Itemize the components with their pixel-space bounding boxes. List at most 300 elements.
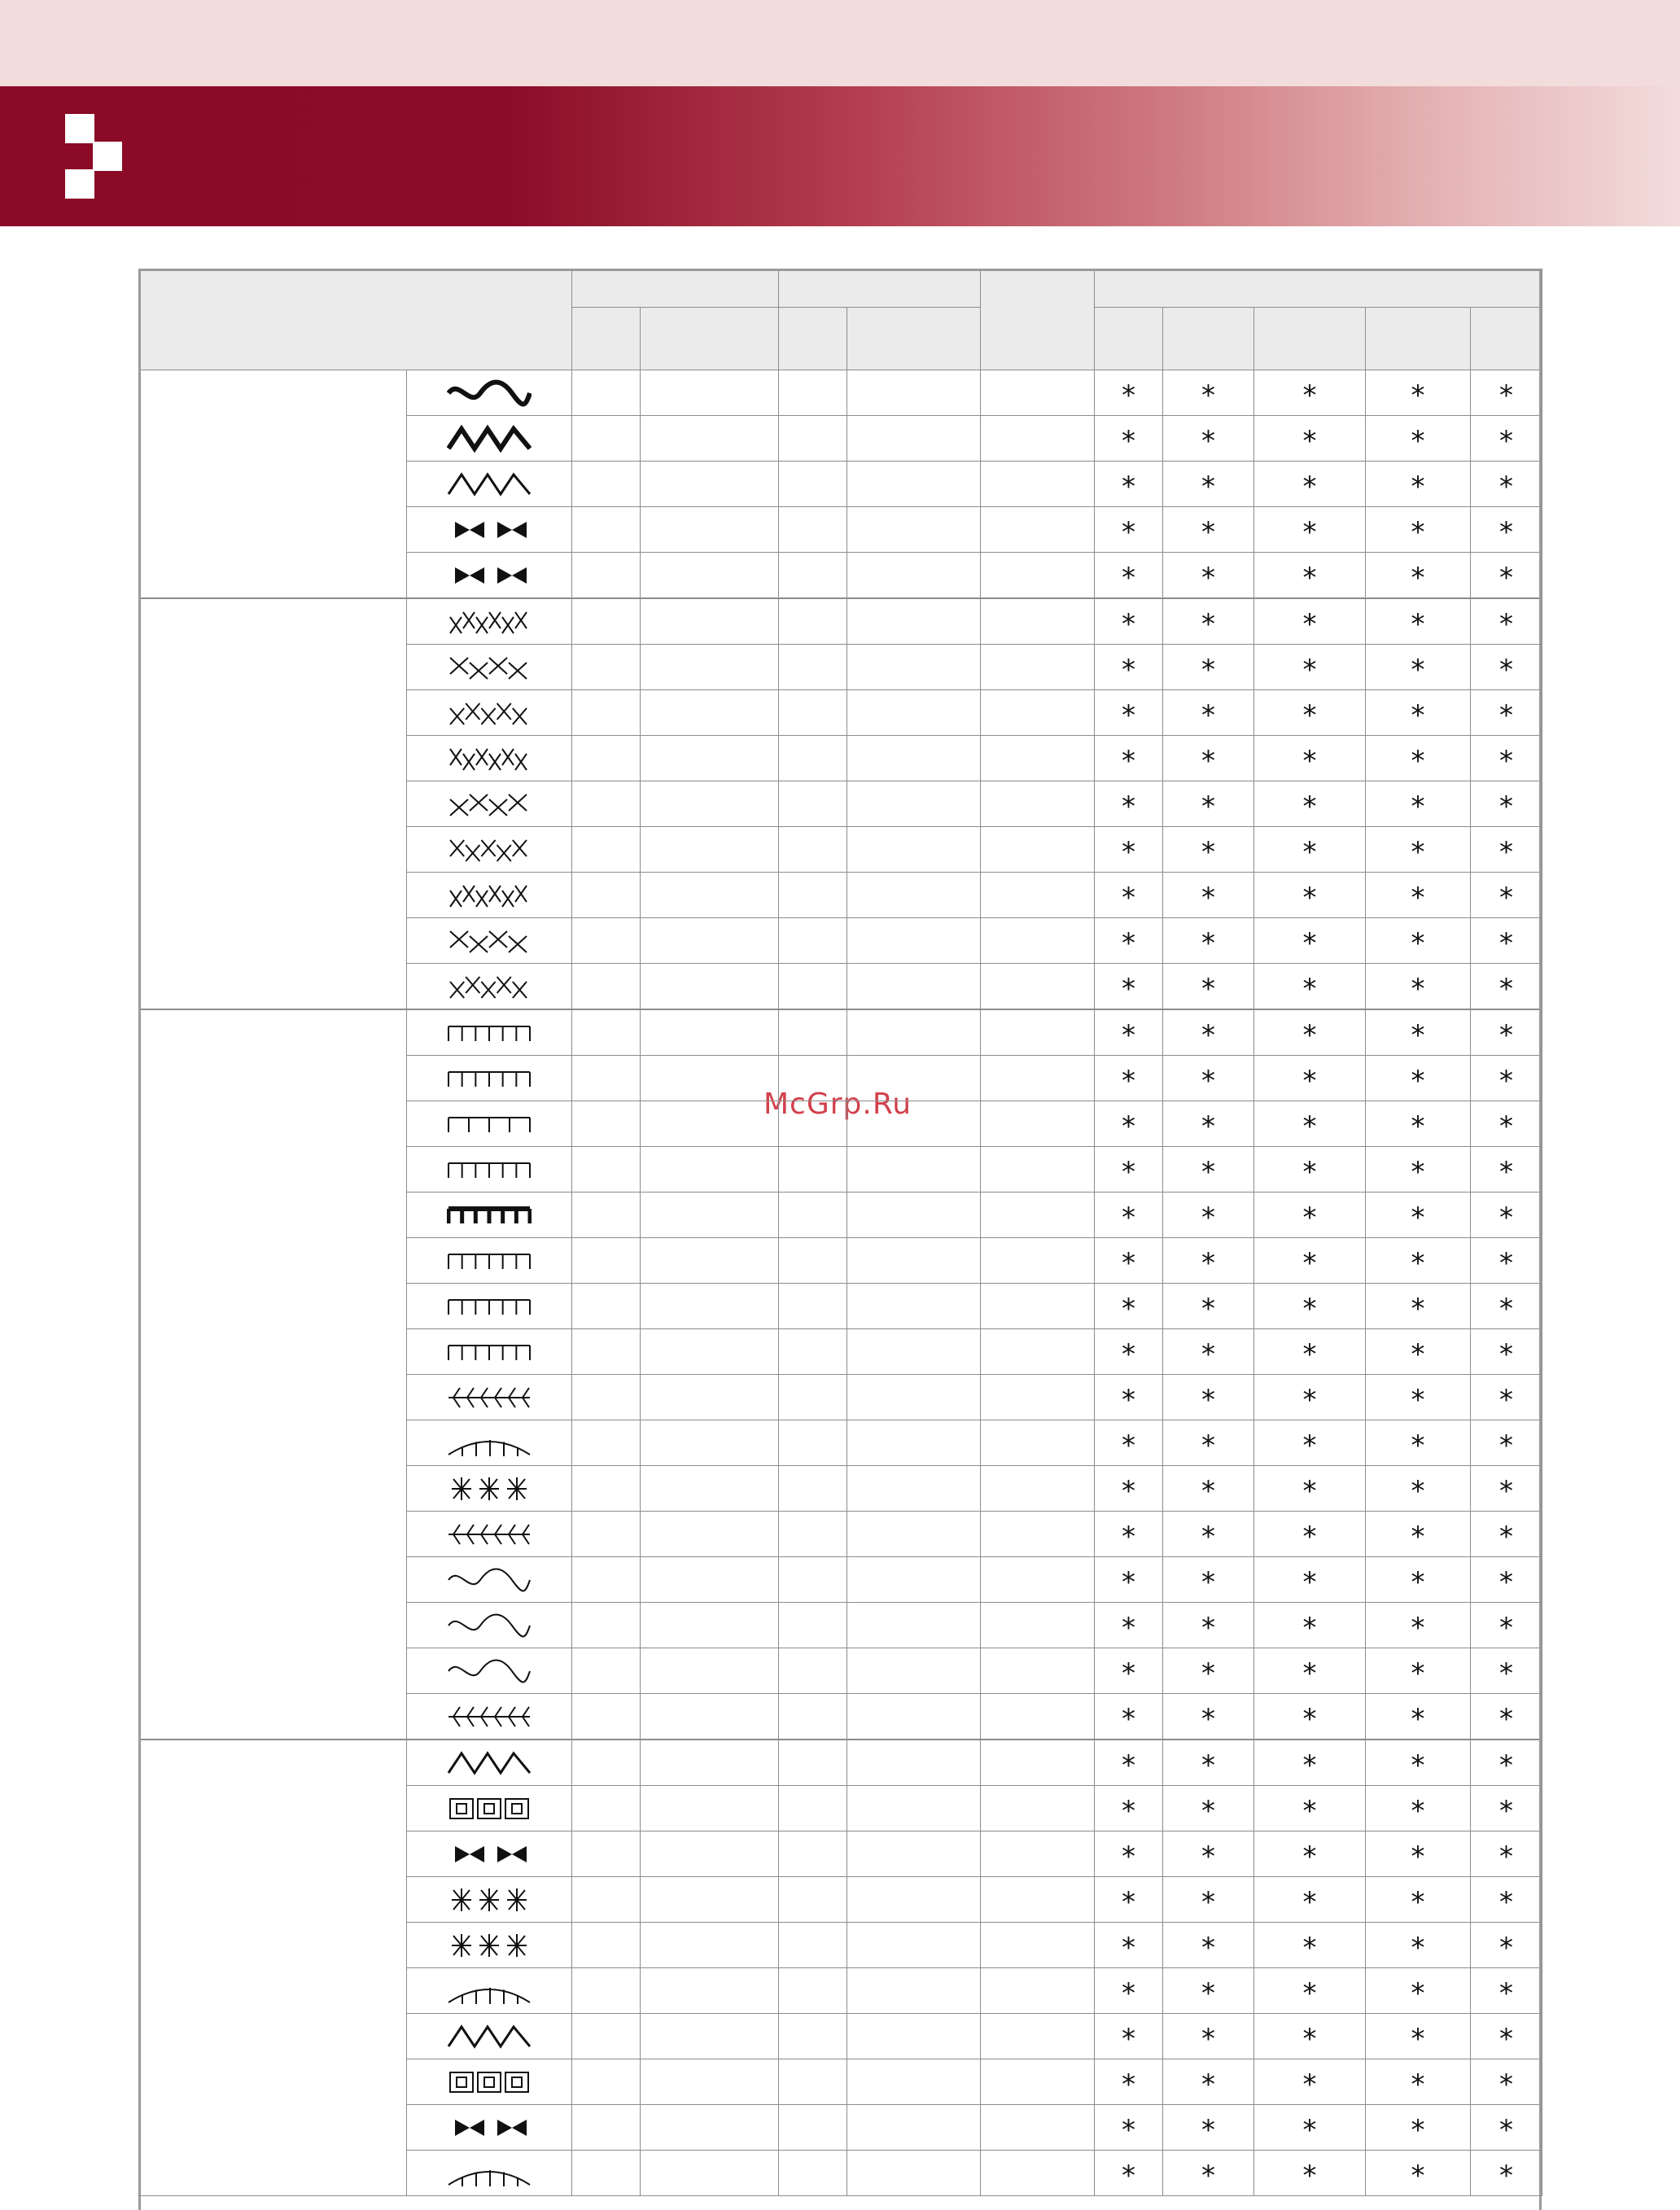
availability-mark bbox=[1095, 1968, 1163, 2014]
availability-mark bbox=[1095, 1877, 1163, 1923]
empty-cell bbox=[981, 1512, 1095, 1557]
empty-cell bbox=[779, 2014, 847, 2059]
empty-cell bbox=[572, 1147, 641, 1193]
availability-mark bbox=[1095, 964, 1163, 1010]
empty-cell bbox=[981, 964, 1095, 1010]
asterisk-mark: * bbox=[1122, 379, 1135, 412]
availability-mark bbox=[1163, 1648, 1254, 1694]
availability-mark bbox=[1095, 2151, 1163, 2196]
empty-cell bbox=[572, 1557, 641, 1603]
heart-arrow-icon bbox=[407, 507, 572, 553]
availability-mark bbox=[1163, 1147, 1254, 1193]
empty-cell bbox=[641, 1238, 779, 1284]
asterisk-mark: * bbox=[1302, 1840, 1317, 1873]
availability-mark bbox=[1471, 2014, 1542, 2059]
availability-mark bbox=[1366, 553, 1471, 599]
empty-cell bbox=[641, 1056, 779, 1101]
wave-stitch-icon bbox=[407, 1603, 572, 1648]
empty-cell bbox=[981, 553, 1095, 599]
availability-mark bbox=[1471, 1101, 1542, 1147]
availability-mark bbox=[1163, 553, 1254, 599]
empty-cell bbox=[572, 370, 641, 416]
empty-cell bbox=[981, 370, 1095, 416]
empty-cell bbox=[847, 1101, 981, 1147]
empty-cell bbox=[981, 1648, 1095, 1694]
availability-mark bbox=[1095, 1056, 1163, 1101]
asterisk-mark: * bbox=[1302, 654, 1317, 686]
asterisk-mark: * bbox=[1411, 1612, 1425, 1644]
asterisk-mark: * bbox=[1302, 1521, 1317, 1553]
availability-mark bbox=[1095, 1238, 1163, 1284]
availability-mark bbox=[1163, 1193, 1254, 1238]
availability-mark bbox=[1163, 1831, 1254, 1877]
empty-cell bbox=[981, 827, 1095, 873]
empty-cell bbox=[847, 598, 981, 645]
availability-mark bbox=[1163, 462, 1254, 507]
header-subcol bbox=[1254, 308, 1366, 370]
asterisk-mark: * bbox=[1411, 1703, 1425, 1735]
asterisk-mark: * bbox=[1411, 790, 1425, 823]
empty-cell bbox=[847, 1238, 981, 1284]
asterisk-mark: * bbox=[1302, 1065, 1317, 1097]
empty-cell bbox=[981, 1557, 1095, 1603]
availability-mark bbox=[1471, 416, 1542, 462]
asterisk-mark: * bbox=[1411, 2023, 1425, 2055]
empty-cell bbox=[641, 690, 779, 736]
availability-mark bbox=[1163, 645, 1254, 690]
availability-mark bbox=[1254, 1740, 1366, 1786]
availability-mark bbox=[1366, 1831, 1471, 1877]
availability-mark bbox=[1471, 1466, 1542, 1512]
asterisk-mark: * bbox=[1411, 1338, 1425, 1371]
asterisk-mark: * bbox=[1122, 2068, 1135, 2101]
availability-mark bbox=[1471, 736, 1542, 781]
asterisk-mark: * bbox=[1302, 2114, 1317, 2147]
availability-mark bbox=[1471, 1329, 1542, 1375]
asterisk-mark: * bbox=[1499, 1110, 1514, 1143]
asterisk-mark: * bbox=[1499, 836, 1514, 869]
asterisk-mark: * bbox=[1201, 699, 1215, 732]
asterisk-mark: * bbox=[1411, 1201, 1425, 1234]
availability-mark bbox=[1254, 1557, 1366, 1603]
asterisk-mark: * bbox=[1201, 1977, 1215, 2010]
asterisk-mark: * bbox=[1201, 1566, 1215, 1599]
availability-mark bbox=[1095, 1923, 1163, 1968]
empty-cell bbox=[779, 918, 847, 964]
empty-cell bbox=[779, 690, 847, 736]
asterisk-mark: * bbox=[1302, 745, 1317, 777]
availability-mark bbox=[1254, 2105, 1366, 2151]
empty-cell bbox=[641, 598, 779, 645]
empty-cell bbox=[641, 964, 779, 1010]
asterisk-mark: * bbox=[1122, 654, 1135, 686]
empty-cell bbox=[779, 1923, 847, 1968]
sine-wave-solid-icon bbox=[407, 370, 572, 416]
asterisk-mark: * bbox=[1122, 2114, 1135, 2147]
availability-mark bbox=[1366, 1238, 1471, 1284]
empty-cell bbox=[641, 416, 779, 462]
empty-cell bbox=[981, 2105, 1095, 2151]
empty-cell bbox=[847, 1466, 981, 1512]
asterisk-mark: * bbox=[1302, 1293, 1317, 1325]
empty-cell bbox=[572, 873, 641, 918]
availability-mark bbox=[1095, 2105, 1163, 2151]
empty-cell bbox=[847, 1786, 981, 1831]
empty-cell bbox=[779, 1056, 847, 1101]
asterisk-mark: * bbox=[1499, 2023, 1514, 2055]
asterisk-mark: * bbox=[1302, 562, 1317, 594]
availability-mark bbox=[1095, 507, 1163, 553]
empty-cell bbox=[981, 1694, 1095, 1740]
asterisk-mark: * bbox=[1201, 1612, 1215, 1644]
asterisk-mark: * bbox=[1411, 882, 1425, 914]
availability-mark bbox=[1095, 1375, 1163, 1420]
empty-cell bbox=[572, 1009, 641, 1056]
cross-stitch-cluster-icon bbox=[407, 873, 572, 918]
empty-cell bbox=[641, 1740, 779, 1786]
empty-cell bbox=[641, 2105, 779, 2151]
asterisk-mark: * bbox=[1302, 379, 1317, 412]
empty-cell bbox=[981, 598, 1095, 645]
asterisk-mark: * bbox=[1122, 1749, 1135, 1782]
asterisk-mark: * bbox=[1302, 1657, 1317, 1690]
empty-cell bbox=[641, 1193, 779, 1238]
availability-mark bbox=[1163, 1968, 1254, 2014]
availability-mark bbox=[1254, 462, 1366, 507]
availability-mark bbox=[1254, 781, 1366, 827]
empty-cell bbox=[779, 1557, 847, 1603]
serpentine-stitch-icon bbox=[407, 1648, 572, 1694]
empty-cell bbox=[981, 1603, 1095, 1648]
empty-cell bbox=[641, 1694, 779, 1740]
availability-mark bbox=[1163, 736, 1254, 781]
asterisk-mark: * bbox=[1122, 1840, 1135, 1873]
availability-mark bbox=[1163, 964, 1254, 1010]
empty-cell bbox=[641, 1284, 779, 1329]
empty-cell bbox=[572, 781, 641, 827]
availability-mark bbox=[1471, 1557, 1542, 1603]
empty-cell bbox=[779, 1968, 847, 2014]
asterisk-mark: * bbox=[1122, 425, 1135, 457]
empty-cell bbox=[641, 2059, 779, 2105]
header-subcol bbox=[1163, 308, 1254, 370]
availability-mark bbox=[1254, 1786, 1366, 1831]
asterisk-mark: * bbox=[1302, 836, 1317, 869]
group-label-cell bbox=[139, 598, 407, 1009]
empty-cell bbox=[641, 1420, 779, 1466]
availability-mark bbox=[1366, 1557, 1471, 1603]
empty-cell bbox=[981, 918, 1095, 964]
empty-cell bbox=[572, 1420, 641, 1466]
asterisk-mark: * bbox=[1201, 745, 1215, 777]
group-label-cell bbox=[139, 1740, 407, 2196]
asterisk-mark: * bbox=[1499, 608, 1514, 641]
availability-mark bbox=[1163, 2105, 1254, 2151]
empty-cell bbox=[981, 462, 1095, 507]
availability-mark bbox=[1471, 1238, 1542, 1284]
table-row bbox=[139, 370, 1542, 416]
empty-cell bbox=[779, 1284, 847, 1329]
asterisk-mark: * bbox=[1201, 1657, 1215, 1690]
availability-mark bbox=[1366, 1284, 1471, 1329]
availability-mark bbox=[1254, 1284, 1366, 1329]
empty-cell bbox=[981, 1923, 1095, 1968]
availability-mark bbox=[1163, 2014, 1254, 2059]
availability-mark bbox=[1095, 736, 1163, 781]
asterisk-mark: * bbox=[1302, 1932, 1317, 1964]
asterisk-mark: * bbox=[1302, 1977, 1317, 2010]
asterisk-mark: * bbox=[1122, 1475, 1135, 1508]
availability-mark bbox=[1471, 1694, 1542, 1740]
empty-cell bbox=[847, 1284, 981, 1329]
header-subcol bbox=[641, 308, 779, 370]
asterisk-mark: * bbox=[1201, 1247, 1215, 1280]
availability-mark bbox=[1471, 1923, 1542, 1968]
availability-mark bbox=[1366, 1375, 1471, 1420]
asterisk-mark: * bbox=[1201, 1201, 1215, 1234]
availability-mark bbox=[1366, 645, 1471, 690]
asterisk-mark: * bbox=[1201, 1886, 1215, 1919]
asterisk-mark: * bbox=[1499, 1429, 1514, 1462]
asterisk-mark: * bbox=[1499, 699, 1514, 732]
empty-cell bbox=[572, 507, 641, 553]
availability-mark bbox=[1095, 827, 1163, 873]
availability-mark bbox=[1471, 1877, 1542, 1923]
cross-stitch-border-icon bbox=[407, 964, 572, 1010]
empty-cell bbox=[572, 645, 641, 690]
blanket-stitch-wide-icon bbox=[407, 1101, 572, 1147]
empty-cell bbox=[981, 1193, 1095, 1238]
empty-cell bbox=[572, 1923, 641, 1968]
empty-cell bbox=[847, 1329, 981, 1375]
availability-mark bbox=[1471, 964, 1542, 1010]
availability-mark bbox=[1163, 1056, 1254, 1101]
availability-mark bbox=[1163, 1375, 1254, 1420]
asterisk-mark: * bbox=[1499, 1886, 1514, 1919]
asterisk-mark: * bbox=[1499, 973, 1514, 1005]
zigzag-solid-icon bbox=[407, 416, 572, 462]
dashed-bar-line-icon bbox=[407, 1056, 572, 1101]
asterisk-mark: * bbox=[1411, 2068, 1425, 2101]
empty-cell bbox=[641, 1147, 779, 1193]
empty-cell bbox=[641, 1603, 779, 1648]
availability-mark bbox=[1254, 964, 1366, 1010]
availability-mark bbox=[1163, 1284, 1254, 1329]
empty-cell bbox=[981, 781, 1095, 827]
asterisk-mark: * bbox=[1499, 1657, 1514, 1690]
asterisk-mark: * bbox=[1499, 1019, 1514, 1052]
asterisk-mark: * bbox=[1499, 1932, 1514, 1964]
ladder-stitch-icon bbox=[407, 1238, 572, 1284]
empty-cell bbox=[847, 1557, 981, 1603]
empty-cell bbox=[641, 1329, 779, 1375]
asterisk-mark: * bbox=[1201, 2023, 1215, 2055]
asterisk-mark: * bbox=[1499, 1065, 1514, 1097]
empty-cell bbox=[641, 918, 779, 964]
asterisk-mark: * bbox=[1499, 1293, 1514, 1325]
asterisk-mark: * bbox=[1201, 1293, 1215, 1325]
empty-cell bbox=[572, 1968, 641, 2014]
top-band bbox=[0, 0, 1680, 86]
empty-cell bbox=[572, 918, 641, 964]
availability-mark bbox=[1366, 1329, 1471, 1375]
cross-stitch-diagonal-icon bbox=[407, 736, 572, 781]
availability-mark bbox=[1254, 507, 1366, 553]
empty-cell bbox=[572, 2105, 641, 2151]
availability-mark bbox=[1471, 1193, 1542, 1238]
asterisk-mark: * bbox=[1122, 790, 1135, 823]
availability-mark bbox=[1471, 1147, 1542, 1193]
empty-cell bbox=[779, 873, 847, 918]
empty-cell bbox=[641, 1923, 779, 1968]
asterisk-mark: * bbox=[1499, 1703, 1514, 1735]
empty-cell bbox=[847, 827, 981, 873]
asterisk-mark: * bbox=[1302, 699, 1317, 732]
asterisk-mark: * bbox=[1302, 1749, 1317, 1782]
availability-mark bbox=[1095, 2059, 1163, 2105]
asterisk-mark: * bbox=[1122, 1429, 1135, 1462]
availability-mark bbox=[1471, 781, 1542, 827]
asterisk-mark: * bbox=[1201, 516, 1215, 549]
availability-mark bbox=[1366, 781, 1471, 827]
availability-mark bbox=[1163, 1512, 1254, 1557]
table-body bbox=[139, 370, 1542, 2196]
availability-mark bbox=[1471, 1512, 1542, 1557]
asterisk-mark: * bbox=[1499, 2160, 1514, 2192]
empty-cell bbox=[847, 1512, 981, 1557]
asterisk-mark: * bbox=[1201, 654, 1215, 686]
chevron-fan-icon bbox=[407, 2014, 572, 2059]
empty-cell bbox=[981, 645, 1095, 690]
empty-cell bbox=[641, 462, 779, 507]
asterisk-mark: * bbox=[1302, 2023, 1317, 2055]
availability-mark bbox=[1471, 2059, 1542, 2105]
availability-mark bbox=[1095, 1512, 1163, 1557]
empty-cell bbox=[981, 1740, 1095, 1786]
empty-cell bbox=[779, 736, 847, 781]
asterisk-mark: * bbox=[1499, 1795, 1514, 1827]
empty-cell bbox=[779, 507, 847, 553]
asterisk-mark: * bbox=[1411, 1384, 1425, 1416]
empty-cell bbox=[779, 1648, 847, 1694]
asterisk-mark: * bbox=[1499, 1156, 1514, 1188]
header-group-b bbox=[779, 269, 981, 308]
empty-cell bbox=[981, 1420, 1095, 1466]
availability-mark bbox=[1366, 2105, 1471, 2151]
asterisk-mark: * bbox=[1122, 608, 1135, 641]
header-subcol bbox=[779, 308, 847, 370]
empty-cell bbox=[847, 781, 981, 827]
availability-mark bbox=[1095, 645, 1163, 690]
empty-cell bbox=[779, 964, 847, 1010]
group-label-cell bbox=[139, 370, 407, 599]
asterisk-mark: * bbox=[1499, 790, 1514, 823]
asterisk-mark: * bbox=[1302, 1338, 1317, 1371]
availability-mark bbox=[1366, 1009, 1471, 1056]
availability-mark bbox=[1163, 690, 1254, 736]
asterisk-mark: * bbox=[1201, 1019, 1215, 1052]
asterisk-mark: * bbox=[1411, 745, 1425, 777]
asterisk-mark: * bbox=[1411, 1977, 1425, 2010]
availability-mark bbox=[1471, 598, 1542, 645]
availability-mark bbox=[1254, 1147, 1366, 1193]
empty-cell bbox=[572, 462, 641, 507]
availability-mark bbox=[1254, 1009, 1366, 1056]
availability-mark bbox=[1163, 1923, 1254, 1968]
availability-mark bbox=[1471, 462, 1542, 507]
availability-mark bbox=[1366, 1193, 1471, 1238]
cross-stitch-wave-icon bbox=[407, 645, 572, 690]
asterisk-mark: * bbox=[1201, 1384, 1215, 1416]
asterisk-mark: * bbox=[1302, 1475, 1317, 1508]
asterisk-mark: * bbox=[1201, 562, 1215, 594]
availability-mark bbox=[1254, 1375, 1366, 1420]
empty-cell bbox=[779, 1877, 847, 1923]
asterisk-mark: * bbox=[1201, 1795, 1215, 1827]
empty-cell bbox=[779, 1786, 847, 1831]
availability-mark bbox=[1366, 2151, 1471, 2196]
availability-mark bbox=[1095, 553, 1163, 599]
empty-cell bbox=[847, 370, 981, 416]
asterisk-mark: * bbox=[1122, 2160, 1135, 2192]
availability-mark bbox=[1095, 1603, 1163, 1648]
asterisk-mark: * bbox=[1302, 1795, 1317, 1827]
empty-cell bbox=[847, 416, 981, 462]
availability-mark bbox=[1163, 873, 1254, 918]
availability-mark bbox=[1366, 1420, 1471, 1466]
availability-mark bbox=[1254, 645, 1366, 690]
availability-mark bbox=[1095, 690, 1163, 736]
availability-mark bbox=[1095, 416, 1163, 462]
availability-mark bbox=[1254, 918, 1366, 964]
asterisk-mark: * bbox=[1201, 1749, 1215, 1782]
empty-cell bbox=[981, 873, 1095, 918]
asterisk-mark: * bbox=[1411, 1749, 1425, 1782]
availability-mark bbox=[1163, 2151, 1254, 2196]
availability-mark bbox=[1366, 370, 1471, 416]
asterisk-mark: * bbox=[1499, 1384, 1514, 1416]
asterisk-mark: * bbox=[1411, 1065, 1425, 1097]
empty-cell bbox=[847, 1603, 981, 1648]
asterisk-mark: * bbox=[1499, 1840, 1514, 1873]
empty-cell bbox=[847, 2105, 981, 2151]
availability-mark bbox=[1471, 1740, 1542, 1786]
empty-cell bbox=[641, 1009, 779, 1056]
asterisk-mark: * bbox=[1499, 2068, 1514, 2101]
empty-cell bbox=[641, 1512, 779, 1557]
empty-cell bbox=[981, 1968, 1095, 2014]
empty-cell bbox=[847, 690, 981, 736]
empty-cell bbox=[847, 1375, 981, 1420]
asterisk-mark: * bbox=[1411, 379, 1425, 412]
empty-cell bbox=[572, 1101, 641, 1147]
availability-mark bbox=[1163, 827, 1254, 873]
asterisk-mark: * bbox=[1201, 2114, 1215, 2147]
empty-cell bbox=[572, 1786, 641, 1831]
asterisk-mark: * bbox=[1499, 882, 1514, 914]
availability-mark bbox=[1366, 1740, 1471, 1786]
asterisk-mark: * bbox=[1201, 470, 1215, 503]
empty-cell bbox=[572, 553, 641, 599]
asterisk-mark: * bbox=[1499, 1749, 1514, 1782]
availability-mark bbox=[1366, 598, 1471, 645]
feather-stitch-icon bbox=[407, 1375, 572, 1420]
availability-mark bbox=[1163, 1009, 1254, 1056]
availability-mark bbox=[1254, 1877, 1366, 1923]
availability-mark bbox=[1254, 1420, 1366, 1466]
asterisk-mark: * bbox=[1302, 1429, 1317, 1462]
asterisk-mark: * bbox=[1122, 1795, 1135, 1827]
